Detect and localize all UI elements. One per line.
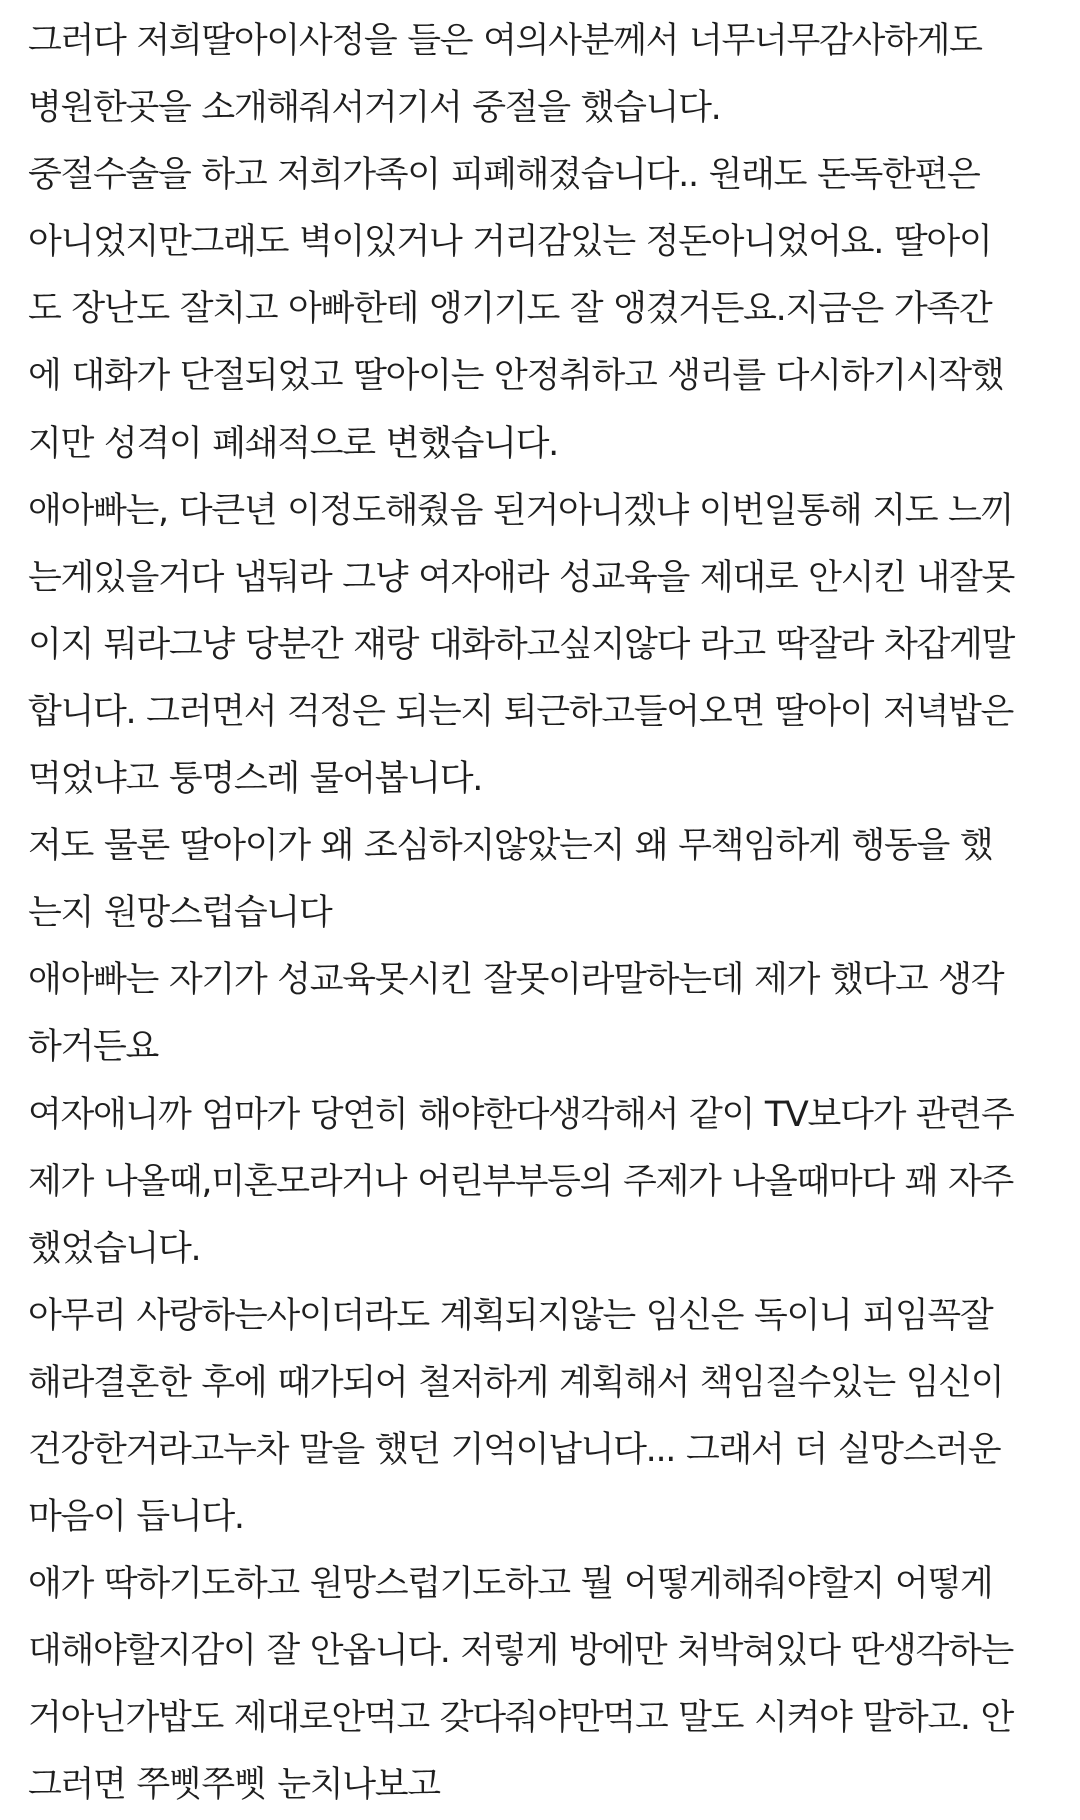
post-line-13: 저도 물론 딸아이가 왜 조심하지않았는지 왜 무책임하게 행동을 했 [28, 826, 993, 867]
post-line-2: 병원한곳을 소개해줘서거기서 중절을 했습니다. [28, 88, 721, 129]
post-line-5: 도 장난도 잘치고 아빠한테 앵기기도 잘 앵겼거든요.지금은 가족간 [28, 289, 992, 330]
post-line-14: 는지 원망스럽습니다 [28, 893, 332, 934]
post-line-11: 합니다. 그러면서 걱정은 되는지 퇴근하고들어오면 딸아이 저녁밥은 [28, 691, 1014, 732]
post-line-10: 이지 뭐라그냥 당분간 쟤랑 대화하고싶지않다 라고 딱잘라 차갑게말 [28, 624, 1015, 665]
post-line-3: 중절수술을 하고 저희가족이 피폐해졌습니다.. 원래도 돈독한편은 [28, 155, 980, 196]
post-line-22: 건강한거라고누차 말을 했던 기억이납니다... 그래서 더 실망스러운 [28, 1429, 1001, 1470]
post-line-19: 했었습니다. [28, 1228, 201, 1269]
post-line-8: 애아빠는, 다큰년 이정도해줬음 된거아니겠냐 이번일통해 지도 느끼 [28, 490, 1014, 531]
post-line-17: 여자애니까 엄마가 당연히 해야한다생각해서 같이 TV보다가 관련주 [28, 1094, 1014, 1135]
post-line-7: 지만 성격이 폐쇄적으로 변했습니다. [28, 423, 558, 464]
post-line-26: 거아닌가밥도 제대로안먹고 갖다줘야만먹고 말도 시켜야 말하고. 안 [28, 1698, 1014, 1739]
post-line-9: 는게있을거다 냅둬라 그냥 여자애라 성교육을 제대로 안시킨 내잘못 [28, 557, 1015, 598]
post-line-6: 에 대화가 단절되었고 딸아이는 안정취하고 생리를 다시하기시작했 [28, 356, 1004, 397]
post-line-23: 마음이 듭니다. [28, 1497, 244, 1538]
post-line-1: 그러다 저희딸아이사정을 들은 여의사분께서 너무너무감사하게도 [28, 21, 982, 61]
post-line-24: 애가 딱하기도하고 원망스럽기도하고 뭘 어떻게해줘야할지 어떻게 [28, 1564, 993, 1605]
post-line-15: 애아빠는 자기가 성교육못시킨 잘못이라말하는데 제가 했다고 생각 [28, 960, 1004, 1001]
post-line-12: 먹었냐고 퉁명스레 물어봅니다. [28, 759, 483, 800]
post-line-21: 해라결혼한 후에 때가되어 철저하게 계획해서 책임질수있는 임신이 [28, 1362, 1004, 1403]
post-line-20: 아무리 사랑하는사이더라도 계획되지않는 임신은 독이니 피임꼭잘 [28, 1295, 993, 1336]
post-line-16: 하거든요 [28, 1027, 159, 1068]
post-line-25: 대해야할지감이 잘 안옵니다. 저렇게 방에만 처박혀있다 딴생각하는 [28, 1631, 1014, 1672]
post-line-27: 그러면 쭈삣쭈삣 눈치나보고 [28, 1765, 440, 1806]
post-line-18: 제가 나올때,미혼모라거나 어린부부등의 주제가 나올때마다 꽤 자주 [28, 1161, 1014, 1202]
post-line-4: 아니었지만그래도 벽이있거나 거리감있는 정돈아니었어요. 딸아이 [28, 222, 992, 263]
